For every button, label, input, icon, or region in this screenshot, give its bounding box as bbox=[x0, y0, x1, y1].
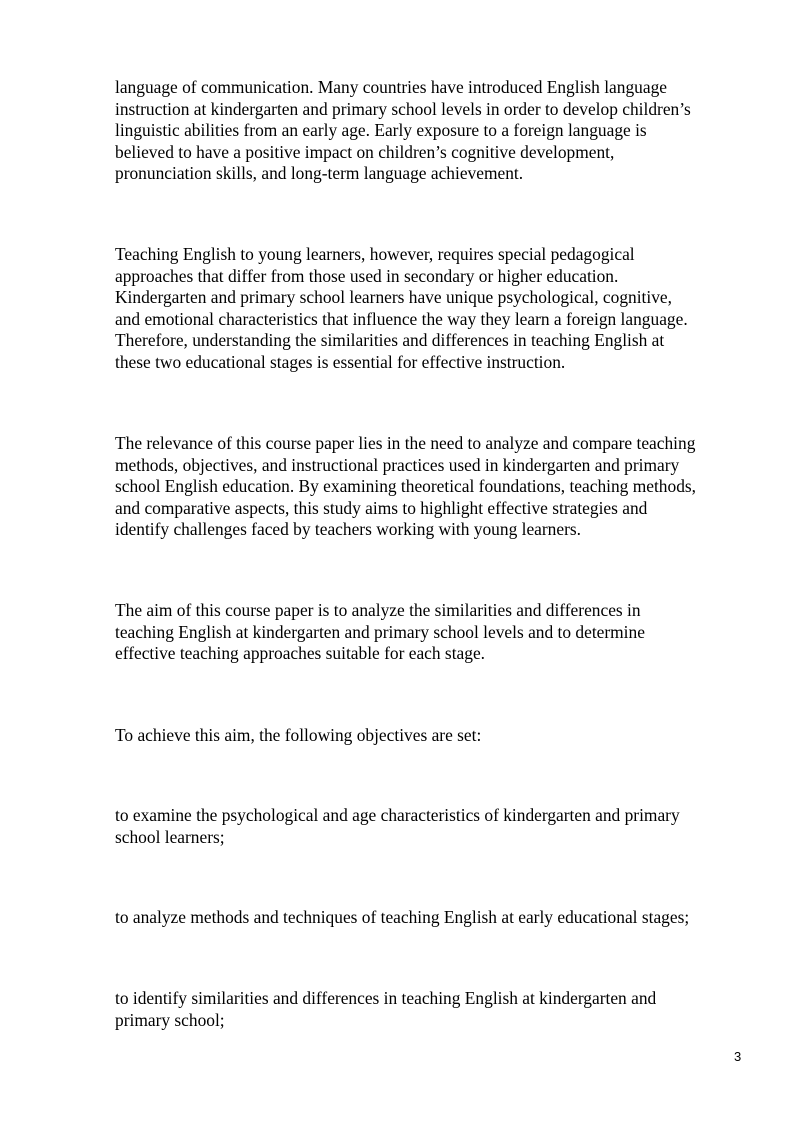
text-line: school English education. By examining theoretical foundations, teaching methods, bbox=[115, 476, 697, 496]
text-line: and comparative aspects, this study aims to highlight effective strategies and bbox=[115, 497, 648, 518]
paragraph-aim bbox=[115, 600, 755, 665]
text-line: instruction at kindergarten and primary school levels in order to develop children’s bbox=[115, 98, 691, 119]
paragraph-objectives-intro bbox=[115, 725, 755, 747]
text-line: approaches that differ from those used in secondary or higher education. bbox=[115, 265, 619, 286]
text-line: to examine the psychological and age characteristics of kindergarten and primary bbox=[115, 805, 680, 825]
text-line: linguistic abilities from an early age. Early exposure to a foreign language is bbox=[115, 120, 647, 140]
text-line: The relevance of this course paper lies in the need to analyze and compare teaching bbox=[115, 433, 696, 453]
text-line: school learners; bbox=[115, 826, 225, 847]
text-line: To achieve this aim, the following objectives are set: bbox=[115, 725, 482, 745]
text-line: to analyze methods and techniques of teaching English at early educational stages; bbox=[115, 907, 690, 927]
objective-item bbox=[115, 805, 755, 848]
text-line: effective teaching approaches suitable for each stage. bbox=[115, 643, 486, 663]
text-line: to identify similarities and differences in teaching English at kindergarten and bbox=[115, 988, 657, 1008]
text-line: Teaching English to young learners, however, requires special pedagogical bbox=[115, 244, 635, 264]
text-line: pronunciation skills, and long-term language achievement. bbox=[115, 163, 524, 183]
text-line: language of communication. Many countries have introduced English language bbox=[115, 77, 667, 97]
text-line: The aim of this course paper is to analyze the similarities and differences in bbox=[115, 600, 641, 620]
text-line: Therefore, understanding the similarities and differences in teaching English at bbox=[115, 330, 665, 350]
text-line: Kindergarten and primary school learners have unique psychological, cognitive, bbox=[115, 287, 672, 307]
text-line: and emotional characteristics that influence the way they learn a foreign language. bbox=[115, 308, 688, 329]
paragraph-early-exposure bbox=[115, 77, 755, 185]
text-line: believed to have a positive impact on children’s cognitive development, bbox=[115, 141, 615, 162]
text-line: methods, objectives, and instructional practices used in kindergarten and primary bbox=[115, 454, 680, 475]
page-number: 3 bbox=[734, 1049, 742, 1064]
text-line: teaching English at kindergarten and primary school levels and to determine bbox=[115, 621, 645, 642]
objective-item bbox=[115, 907, 755, 929]
paragraph-relevance bbox=[115, 433, 755, 541]
text-line: primary school; bbox=[115, 1009, 225, 1030]
objective-item bbox=[115, 988, 755, 1031]
text-line: identify challenges faced by teachers working with young learners. bbox=[115, 519, 581, 539]
paragraph-young-learners bbox=[115, 244, 755, 373]
text-line: these two educational stages is essential for effective instruction. bbox=[115, 351, 566, 372]
